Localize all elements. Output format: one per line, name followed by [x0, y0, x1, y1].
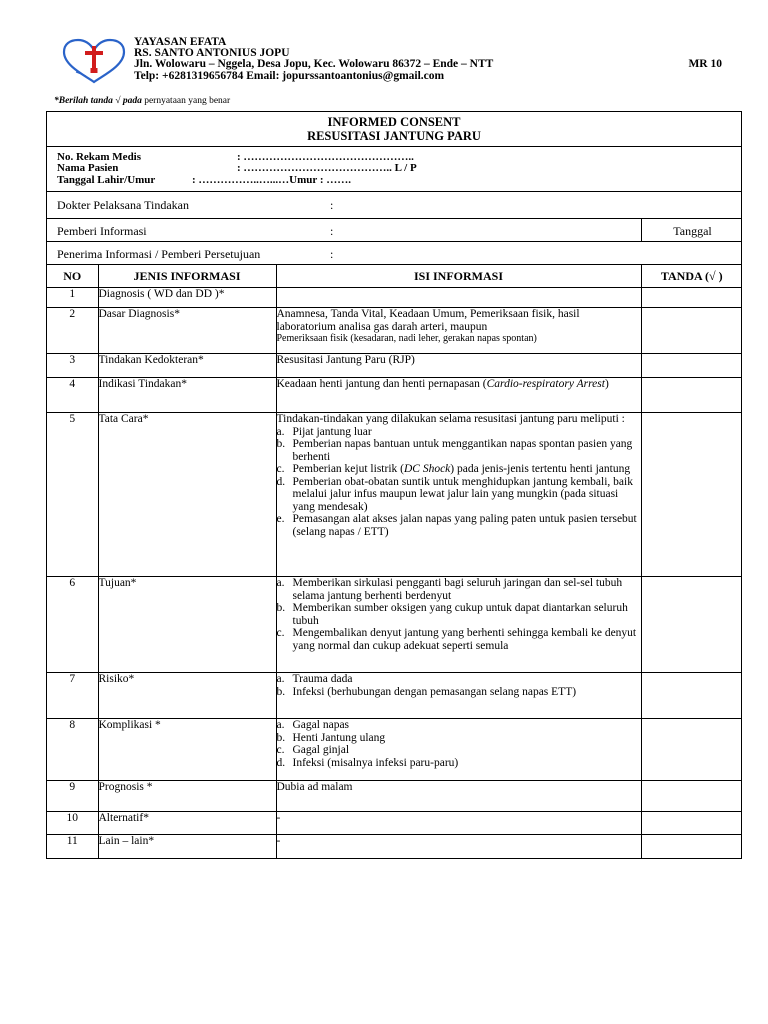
row-isi	[276, 673, 641, 719]
info-giver-field[interactable]: :	[330, 224, 334, 238]
table-row	[47, 835, 742, 858]
row-isi	[276, 413, 641, 577]
isi-italic: Cardio-respiratory Arrest	[486, 378, 605, 390]
row-isi: -	[276, 835, 641, 858]
row-number: 8	[47, 719, 98, 781]
row-number: 1	[47, 288, 98, 308]
instruction-emphasis: *Berilah tanda √ pada	[54, 96, 142, 106]
list-item	[277, 476, 641, 514]
list-item	[277, 627, 641, 652]
list-text: Memberikan sirkulasi pengganti bagi seluruh jaringan dan sel-sel tubuh selama jantung berhenti berdenyut	[292, 577, 623, 602]
row-jenis: Indikasi Tindakan*	[98, 378, 276, 413]
list-marker: a.	[276, 425, 285, 438]
list-marker: c.	[276, 627, 285, 639]
list-item	[277, 426, 641, 439]
table-row	[47, 413, 742, 577]
row-tanda-checkbox[interactable]	[641, 719, 742, 781]
form-code: MR 10	[688, 58, 722, 70]
row-jenis: Diagnosis ( WD dan DD )*	[98, 288, 276, 308]
list-item	[277, 719, 641, 732]
instruction-text	[54, 96, 230, 106]
row-isi	[276, 577, 641, 673]
list-text: Infeksi (berhubungan dengan pemasangan selang napas ETT)	[292, 685, 577, 698]
row-jenis: Alternatif*	[98, 812, 276, 835]
row-jenis: Dasar Diagnosis*	[98, 308, 276, 354]
dob-label: Tanggal Lahir/Umur	[57, 174, 156, 186]
information-table	[47, 265, 742, 858]
date-label: Tanggal	[673, 224, 712, 238]
row-number: 2	[47, 308, 98, 354]
list-item	[277, 438, 641, 463]
row-jenis: Tata Cara*	[98, 413, 276, 577]
risk-list	[277, 673, 641, 698]
info-giver-row	[47, 219, 741, 242]
dob-age-field[interactable]: : ……………..…...…Umur : …….	[192, 174, 351, 186]
table-row	[47, 354, 742, 378]
row-tanda-checkbox[interactable]	[641, 378, 742, 413]
doctor-label: Dokter Pelaksana Tindakan	[57, 198, 189, 212]
table-row	[47, 288, 742, 308]
isi-small-text: Pemeriksaan fisik (kesadaran, nadi leher, gerakan napas spontan)	[276, 333, 537, 344]
list-marker: a.	[276, 719, 285, 731]
row-jenis: Lain – lain*	[98, 835, 276, 858]
list-text: Henti Jantung ulang	[292, 731, 386, 744]
row-tanda-checkbox[interactable]	[641, 835, 742, 858]
table-row	[47, 719, 742, 781]
list-marker: c.	[276, 463, 285, 475]
header-tanda: TANDA (√ )	[641, 265, 742, 288]
foundation-name: YAYASAN EFATA	[134, 36, 227, 48]
list-item	[277, 732, 641, 745]
list-marker: a.	[276, 577, 285, 589]
isi-pre: Keadaan henti jantung dan henti pernapasan (	[276, 378, 487, 390]
medical-record-field[interactable]: : ………………………………………..	[237, 151, 414, 163]
goal-list	[277, 577, 641, 652]
info-receiver-label: Penerima Informasi / Pemberi Persetujuan	[57, 247, 261, 261]
list-text: Memberikan sumber oksigen yang cukup untuk dapat diantarkan seluruh tubuh	[292, 602, 628, 627]
row-isi: Dubia ad malam	[276, 781, 641, 812]
hospital-logo	[56, 38, 132, 86]
row-isi[interactable]	[276, 288, 641, 308]
list-text: Gagal ginjal	[292, 744, 350, 756]
list-text: Pijat jantung luar	[292, 425, 372, 438]
row-number: 10	[47, 812, 98, 835]
list-text: Pemberian napas bantuan untuk menggantikan napas spontan pasien yang berhenti	[292, 438, 633, 463]
list-text: Trauma dada	[292, 673, 353, 685]
row-jenis: Tindakan Kedokteran*	[98, 354, 276, 378]
list-marker: c.	[276, 744, 285, 756]
row-tanda-checkbox[interactable]	[641, 308, 742, 354]
form-title-line2: RESUSITASI JANTUNG PARU	[307, 129, 481, 143]
row-tanda-checkbox[interactable]	[641, 288, 742, 308]
list-marker: a.	[276, 673, 285, 685]
patient-name-label: Nama Pasien	[57, 162, 119, 174]
row-jenis: Prognosis *	[98, 781, 276, 812]
isi-main-text: Anamnesa, Tanda Vital, Keadaan Umum, Pemeriksaan fisik, hasil laboratorium analisa gas darah arteri, maupun	[276, 308, 580, 333]
info-giver-label: Pemberi Informasi	[57, 224, 147, 238]
row-number: 9	[47, 781, 98, 812]
form-title-line1: INFORMED CONSENT	[327, 115, 461, 129]
isi-post: )	[604, 378, 609, 390]
table-row	[47, 812, 742, 835]
list-text: Mengembalikan denyut jantung yang berhenti sehingga kembali ke denyut yang normal dan cukup adekuat seperti semula	[292, 627, 637, 652]
procedure-list	[277, 426, 641, 539]
consent-form	[46, 111, 742, 859]
row-isi	[276, 308, 641, 354]
list-marker: b.	[276, 438, 286, 450]
hospital-contact: Telp: +6281319656784 Email: jopurssantoantonius@gmail.com	[134, 70, 445, 82]
list-marker: e.	[276, 513, 285, 525]
patient-identity	[47, 147, 741, 192]
table-row	[47, 577, 742, 673]
row-isi: Resusitasi Jantung Paru (RJP)	[276, 354, 641, 378]
list-text-italic: DC Shock	[403, 463, 451, 475]
table-row	[47, 378, 742, 413]
row-tanda-checkbox[interactable]	[641, 354, 742, 378]
list-text: Pemberian kejut listrik (	[292, 463, 404, 475]
row-tanda-checkbox[interactable]	[641, 413, 742, 577]
medical-record-label: No. Rekam Medis	[57, 151, 142, 163]
row-jenis: Komplikasi *	[98, 719, 276, 781]
row-number: 11	[47, 835, 98, 858]
isi-intro: Tindakan-tindakan yang dilakukan selama resusitasi jantung paru meliputi :	[276, 413, 625, 425]
list-text: ) pada jenis-jenis tertentu henti jantung	[450, 463, 631, 475]
list-marker: d.	[276, 475, 286, 488]
row-tanda-checkbox[interactable]	[641, 673, 742, 719]
row-number: 7	[47, 673, 98, 719]
header-no: NO	[47, 265, 98, 288]
row-jenis: Risiko*	[98, 673, 276, 719]
table-row	[47, 781, 742, 812]
list-marker: b.	[276, 602, 286, 614]
list-item	[277, 463, 641, 476]
list-marker: d.	[276, 756, 286, 769]
list-text: Pemasangan alat akses jalan napas yang paling paten untuk pasien tersebut (selang napas / ETT)	[292, 513, 637, 538]
form-title	[47, 112, 741, 147]
row-tanda-checkbox[interactable]	[641, 781, 742, 812]
row-isi	[276, 719, 641, 781]
list-text: Infeksi (misalnya infeksi paru-paru)	[292, 756, 459, 769]
list-item	[277, 757, 641, 770]
row-tanda-checkbox[interactable]	[641, 812, 742, 835]
header-jenis: JENIS INFORMASI	[98, 265, 276, 288]
row-tanda-checkbox[interactable]	[641, 577, 742, 673]
list-item	[277, 673, 641, 686]
date-cell	[641, 219, 743, 241]
table-header-row	[47, 265, 742, 288]
list-item	[277, 686, 641, 699]
list-item	[277, 602, 641, 627]
row-number: 3	[47, 354, 98, 378]
list-item	[277, 744, 641, 757]
complication-list	[277, 719, 641, 769]
table-row	[47, 308, 742, 354]
row-jenis: Tujuan*	[98, 577, 276, 673]
row-number: 6	[47, 577, 98, 673]
row-isi: -	[276, 812, 641, 835]
doctor-field[interactable]: :	[330, 198, 334, 212]
hospital-name: RS. SANTO ANTONIUS JOPU	[134, 47, 290, 59]
instruction-rest: pernyataan yang benar	[141, 96, 231, 106]
table-row	[47, 673, 742, 719]
hospital-address: Jln. Wolowaru – Nggela, Desa Jopu, Kec. Wolowaru 86372 – Ende – NTT	[134, 58, 494, 70]
list-item	[277, 513, 641, 538]
list-text: Pemberian obat-obatan suntik untuk menghidupkan jantung kembali, baik melalui jalur infus maupun lewat jalur lain yang mungkin (pada situasi yang mendesak)	[292, 475, 633, 513]
row-number: 4	[47, 378, 98, 413]
list-text: Gagal napas	[292, 719, 350, 731]
doctor-row	[47, 192, 741, 219]
info-receiver-field[interactable]: :	[330, 247, 334, 261]
patient-name-field[interactable]: : ………………………………….. L / P	[237, 162, 417, 174]
row-number: 5	[47, 413, 98, 577]
list-marker: b.	[276, 685, 286, 698]
list-marker: b.	[276, 731, 286, 744]
header-isi: ISI INFORMASI	[276, 265, 641, 288]
list-item	[277, 577, 641, 602]
info-receiver-row	[47, 242, 741, 265]
row-isi	[276, 378, 641, 413]
